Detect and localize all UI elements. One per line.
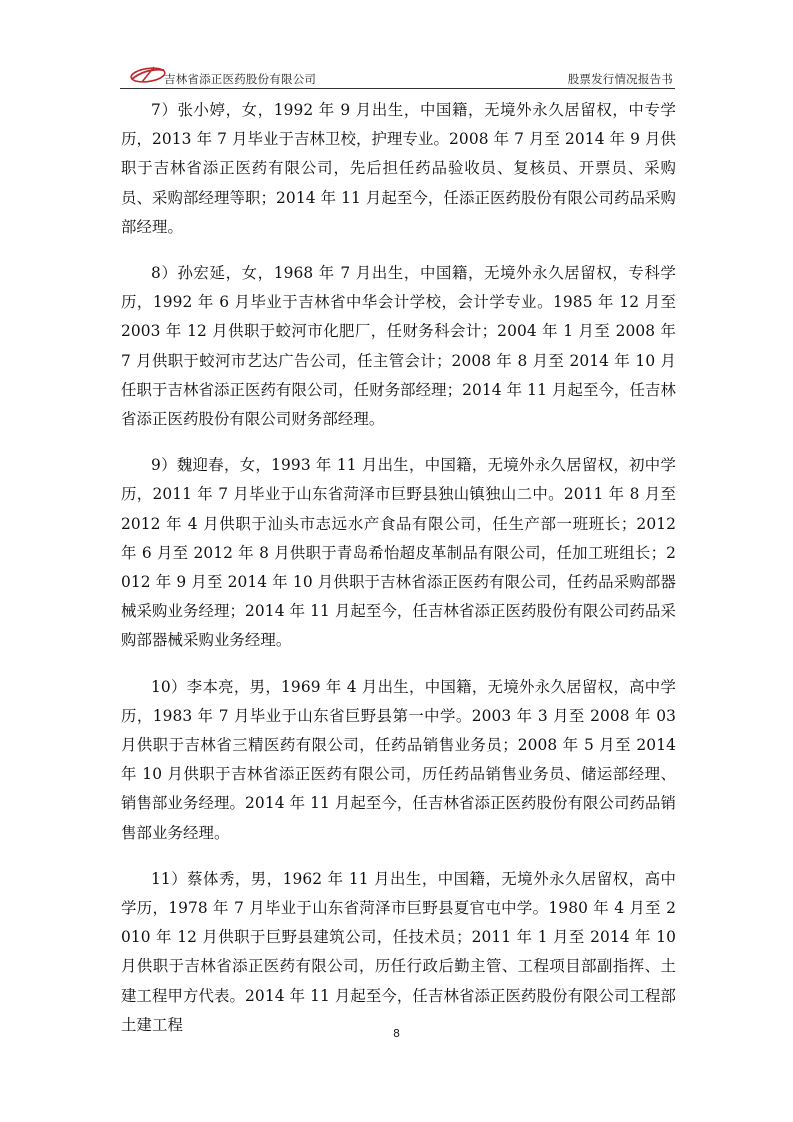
- page-number: 8: [393, 1027, 400, 1040]
- paragraph-bio-7: 7）张小婷，女，1992 年 9 月出生，中国籍，无境外永久居留权，中专学历，2013 年 7 月毕业于吉林卫校，护理专业。2008 年 7 月至 2014 年 9 月供职于吉林省添正医药有限公司，先后担任药品验收员、复核员、开票员、采购员、采购部经理等职；2014 年 11 月起至今，任添正医药股份有限公司药品采购部经理。: [121, 101, 676, 236]
- document-title: 股票发行情况报告书: [567, 72, 673, 86]
- page-header: [120, 62, 675, 89]
- paragraph-bio-9: 9）魏迎春，女，1993 年 11 月出生，中国籍，无境外永久居留权，初中学历，2011 年 7 月毕业于山东省菏泽市巨野县独山镇独山二中。2011 年 8 月至 2012 年 4 月供职于汕头市志远水产食品有限公司，任生产部一班班长；2012 年 6 月至 2012 年 8 月供职于青岛希怡超皮革制品有限公司，任加工班组长；2012 年 9 月至 2014 年 10 月供职于吉林省添正医药有限公司，任药品采购部器械采购业务经理；2014 年 11 月起至今，任吉林省添正医药股份有限公司药品采购部器械采购业务经理。: [121, 456, 676, 650]
- paragraph-bio-11: 11）蔡体秀，男，1962 年 11 月出生，中国籍，无境外永久居留权，高中学历，1978 年 7 月毕业于山东省菏泽市巨野县夏官屯中学。1980 年 4 月至 2010 年 12 月供职于巨野县建筑公司，任技术员；2011 年 1 月至 2014 年 10 月供职于吉林省添正医药有限公司，历任行政后勤主管、工程项目部副指挥、土建工程甲方代表。2014 年 11 月起至今，任吉林省添正医药股份有限公司工程部土建工程: [121, 869, 676, 1034]
- company-name: 吉林省添正医药股份有限公司: [164, 72, 317, 86]
- paragraph-bio-8: 8）孙宏延，女，1968 年 7 月出生，中国籍，无境外永久居留权，专科学历，1992 年 6 月毕业于吉林省中华会计学校，会计学专业。1985 年 12 月至 2003 年 12 月供职于蛟河市化肥厂，任财务科会计；2004 年 1 月至 2008 年 7 月供职于蛟河市艺达广告公司，任主管会计；2008 年 8 月至 2014 年 10 月任职于吉林省添正医药有限公司，任财务部经理；2014 年 11 月起至今，任吉林省添正医药股份有限公司财务部经理。: [121, 264, 676, 429]
- paragraph-bio-10: 10）李本亮，男，1969 年 4 月出生，中国籍，无境外永久居留权，高中学历，1983 年 7 月毕业于山东省巨野县第一中学。2003 年 3 月至 2008 年 03 月供职于吉林省三精医药有限公司，任药品销售业务员；2008 年 5 月至 2014 年 10 月供职于吉林省添正医药有限公司，历任药品销售业务员、储运部经理、销售部业务经理。2014 年 11 月起至今，任吉林省添正医药股份有限公司药品销售部业务经理。: [121, 677, 676, 842]
- document-body: [121, 96, 676, 1057]
